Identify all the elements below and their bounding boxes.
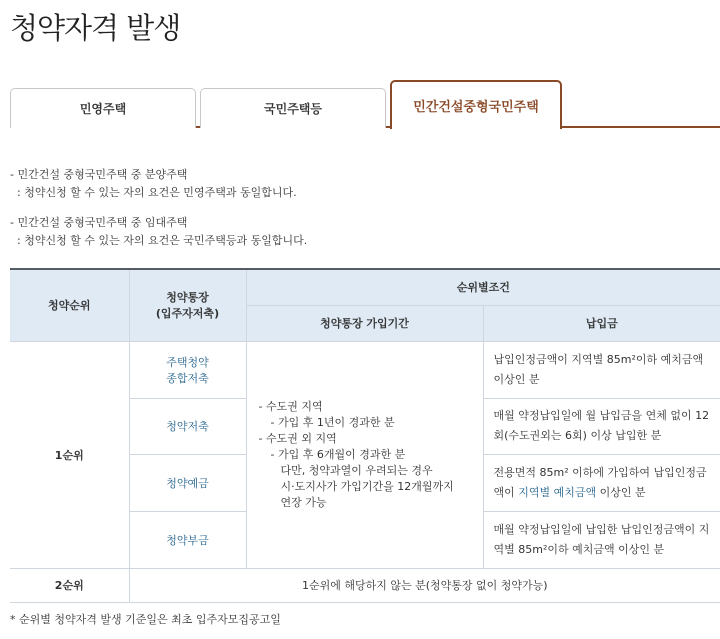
header-payment: 납입금 — [483, 305, 720, 341]
payment-cell: 납입인정금액이 지역별 85m²이하 예치금액 이상인 분 — [483, 341, 720, 398]
rank-1-label: 1순위 — [10, 341, 129, 568]
condition-item: - 가입 후 6개월이 경과한 분 — [270, 447, 406, 461]
header-period: 청약통장 가입기간 — [246, 305, 483, 341]
header-account-sub: (입주자저축) — [155, 307, 220, 321]
account-name: 청약부금 — [129, 511, 246, 568]
payment-cell — [483, 454, 720, 511]
payment-cell: 매월 약정납입일에 납입한 납입인정금액이 지역별 85m²이하 예치금액 이상인 분 — [483, 511, 720, 568]
qualification-table — [10, 268, 720, 603]
note-text: : 청약신청 할 수 있는 자의 요건은 민영주택과 동일합니다. — [10, 186, 297, 199]
note-rental-housing — [10, 214, 307, 250]
condition-item: - 수도권 외 지역 — [258, 431, 337, 445]
page-title: 청약자격 발생 — [10, 11, 181, 45]
account-name: 주택청약 — [166, 355, 209, 369]
period-conditions — [246, 341, 483, 568]
header-account — [129, 269, 246, 341]
note-title: - 민간건설 중형국민주택 중 분양주택 — [10, 168, 188, 181]
payment-highlight: 지역별 예치금액 — [518, 485, 597, 499]
note-title: - 민간건설 중형국민주택 중 임대주택 — [10, 216, 188, 229]
header-rank: 청약순위 — [10, 269, 129, 341]
header-condition: 순위별조건 — [246, 269, 720, 305]
account-name-2: 종합저축 — [166, 371, 209, 385]
header-account-label: 청약통장 — [166, 291, 209, 305]
tab-private-housing[interactable]: 민영주택 — [10, 88, 196, 128]
tab-bar — [10, 78, 720, 128]
tab-private-mid-national-housing[interactable]: 민간건설중형국민주택 — [390, 80, 562, 129]
account-cell — [129, 341, 246, 398]
rank-2-condition: 1순위에 해당하지 않는 분(청약통장 없이 청약가능) — [129, 568, 720, 602]
condition-item: - 수도권 지역 — [258, 399, 323, 413]
condition-item: - 가입 후 1년이 경과한 분 — [270, 415, 395, 429]
note-sale-housing — [10, 166, 307, 202]
condition-item: 연장 가능 — [280, 495, 327, 509]
condition-item: 다만, 청약과열이 우려되는 경우 — [280, 463, 433, 477]
note-text: : 청약신청 할 수 있는 자의 요건은 국민주택등과 동일합니다. — [10, 234, 308, 247]
notes — [10, 166, 307, 262]
payment-cell: 매월 약정납입일에 월 납입금을 연체 없이 12회(수도권외는 6회) 이상 납입한 분 — [483, 398, 720, 454]
account-name: 청약예금 — [129, 454, 246, 511]
account-name: 청약저축 — [129, 398, 246, 454]
tab-national-housing[interactable]: 국민주택등 — [200, 88, 386, 128]
condition-item: 시·도지사가 가입기간을 12개월까지 — [280, 479, 454, 493]
payment-text: 전용면적 85m² 이하에 가입하여 납입인정금액이 — [493, 465, 707, 499]
footnote: * 순위별 청약자격 발생 기준일은 최초 입주자모집공고일 — [10, 613, 281, 626]
payment-text: 이상인 분 — [596, 485, 646, 499]
period-condition-list — [247, 399, 483, 511]
rank-2-label: 2순위 — [10, 568, 129, 602]
